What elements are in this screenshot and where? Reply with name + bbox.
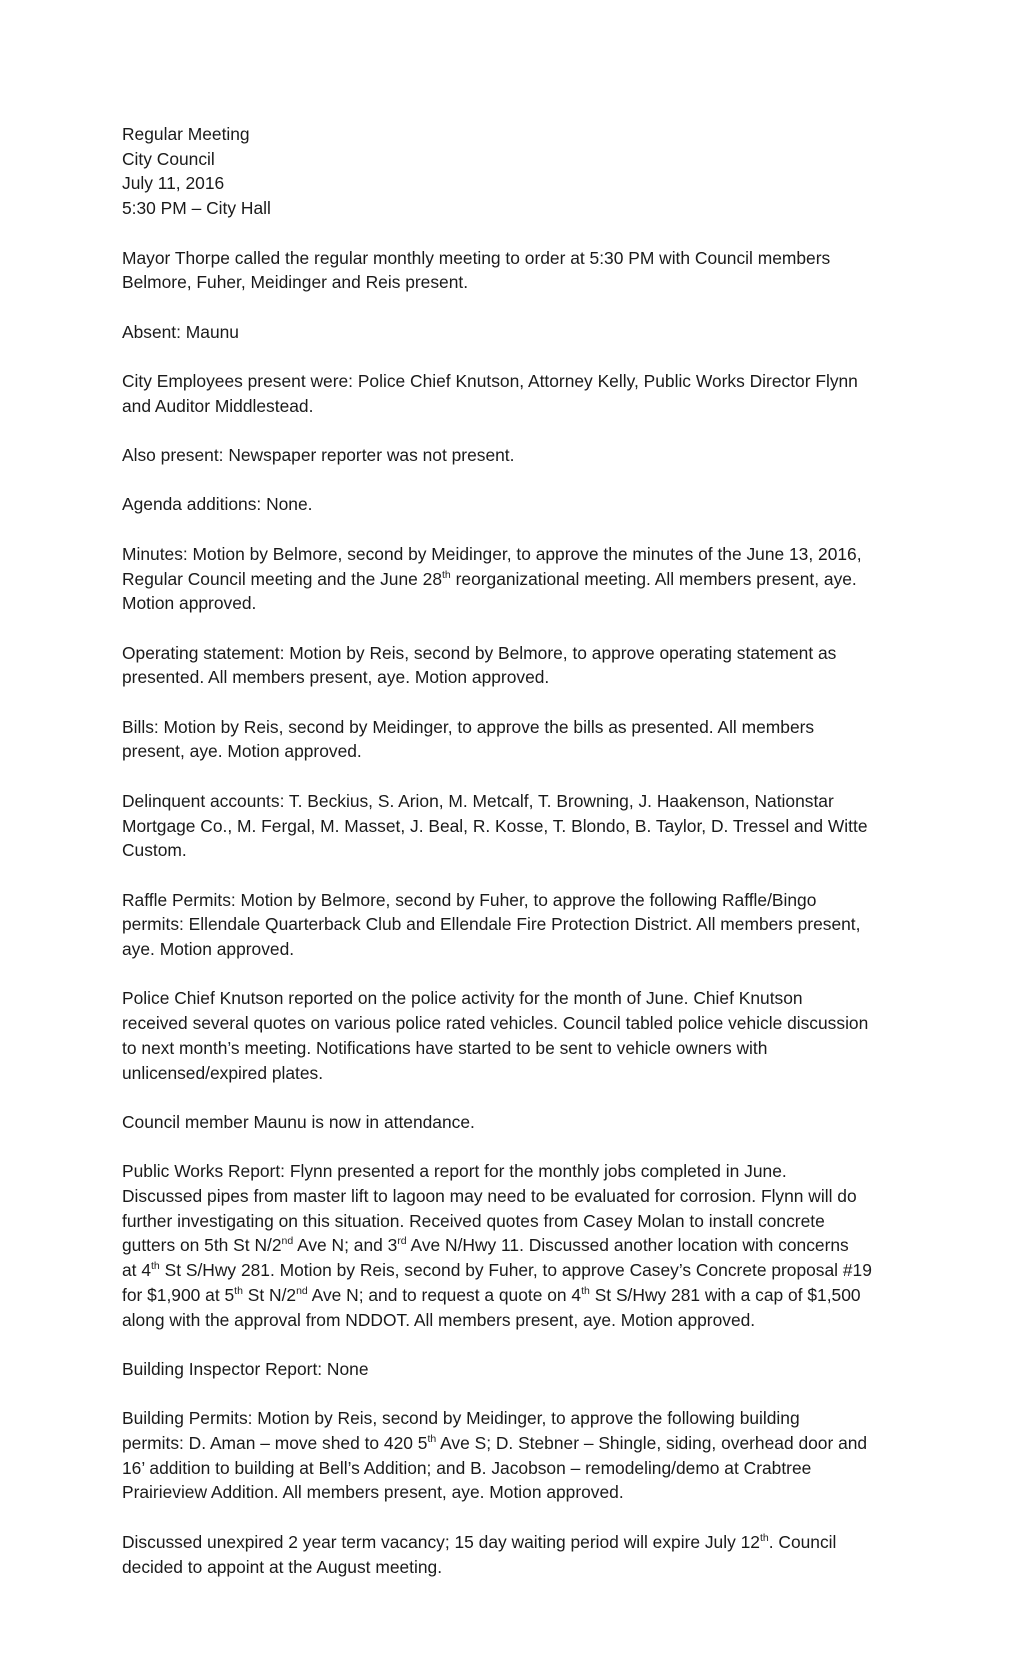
paragraph-line <box>122 320 922 345</box>
ordinal-superscript: th <box>442 568 451 581</box>
text-segment: decided to appoint at the August meeting. <box>122 1556 443 1577</box>
ordinal-superscript: rd <box>397 1235 407 1248</box>
paragraph-line <box>122 1011 922 1036</box>
ordinal-superscript: nd <box>296 1284 308 1297</box>
paragraph-line <box>122 394 922 419</box>
text-segment: Agenda additions: None. <box>122 494 313 515</box>
paragraph-agenda-additions <box>122 492 922 517</box>
text-segment: reorganizational meeting. All members present, aye. <box>450 568 857 589</box>
paragraph-absent <box>122 320 922 345</box>
text-segment: along with the approval from NDDOT. All members present, aye. Motion approved. <box>122 1309 756 1330</box>
text-segment: Raffle Permits: Motion by Belmore, second by Fuher, to approve the following Raffle/Bingo <box>122 889 817 910</box>
text-segment: aye. Motion approved. <box>122 939 295 960</box>
paragraph-line <box>122 369 922 394</box>
text-segment: received several quotes on various police rated vehicles. Council tabled police vehicle discussion <box>122 1013 869 1034</box>
text-segment: Bills: Motion by Reis, second by Meidinger, to approve the bills as presented. All members <box>122 716 815 737</box>
text-segment: Building Inspector Report: None <box>122 1358 369 1379</box>
text-segment: Delinquent accounts: T. Beckius, S. Arion, M. Metcalf, T. Browning, J. Haakenson, Nationstar <box>122 790 834 811</box>
paragraph-bills <box>122 715 922 764</box>
paragraph-line <box>122 912 922 937</box>
text-segment: St N/2 <box>242 1284 297 1305</box>
paragraph-line <box>122 1209 922 1234</box>
paragraph-minutes <box>122 542 922 616</box>
paragraph-line <box>122 641 922 666</box>
paragraph-line <box>122 888 922 913</box>
meeting-body: City Council <box>122 148 215 169</box>
meeting-type: Regular Meeting <box>122 124 250 144</box>
text-segment: . Council <box>768 1531 837 1552</box>
text-segment: to next month’s meeting. Notifications have started to be sent to vehicle owners with <box>122 1037 768 1058</box>
paragraph-line <box>122 1308 922 1333</box>
paragraph-raffle-permits <box>122 888 922 962</box>
text-segment: Also present: Newspaper reporter was not present. <box>122 445 515 466</box>
paragraph-line <box>122 270 922 295</box>
minutes-body <box>122 246 922 1580</box>
text-segment: Ave S; D. Stebner – Shingle, siding, overhead door and <box>436 1433 868 1454</box>
paragraph-line <box>122 986 922 1011</box>
text-segment: St S/Hwy 281. Motion by Reis, second by Fuher, to approve Casey’s Concrete proposal #19 <box>159 1260 872 1281</box>
text-segment: Regular Council meeting and the June 28 <box>122 568 443 589</box>
paragraph-line <box>122 492 922 517</box>
text-segment: further investigating on this situation. Received quotes from Casey Molan to install concrete <box>122 1210 825 1231</box>
text-segment: St S/Hwy 281 with a cap of $1,500 <box>589 1284 861 1305</box>
text-segment: Minutes: Motion by Belmore, second by Meidinger, to approve the minutes of the June 13, 2016, <box>122 543 862 564</box>
text-segment: Operating statement: Motion by Reis, second by Belmore, to approve operating statement as <box>122 642 837 663</box>
paragraph-line <box>122 567 922 592</box>
paragraph-line <box>122 591 922 616</box>
text-segment: Ave N/Hwy 11. Discussed another location with concerns <box>406 1235 849 1256</box>
ordinal-superscript: nd <box>281 1235 294 1248</box>
paragraph-line <box>122 665 922 690</box>
paragraph-line <box>122 1480 922 1505</box>
text-segment: Ave N; and to request a quote on 4 <box>307 1284 582 1305</box>
paragraph-public-works-report <box>122 1159 922 1332</box>
text-segment: presented. All members present, aye. Motion approved. <box>122 667 550 688</box>
paragraph-also-present <box>122 443 922 468</box>
text-segment: Motion approved. <box>122 593 257 614</box>
ordinal-superscript: th <box>581 1284 590 1297</box>
paragraph-line <box>122 789 922 814</box>
text-segment: gutters on 5th St N/2 <box>122 1235 282 1256</box>
text-segment: permits: D. Aman – move shed to 420 5 <box>122 1433 428 1454</box>
paragraph-line <box>122 1357 922 1382</box>
paragraph-maunu-attendance <box>122 1110 922 1135</box>
text-segment: Discussed unexpired 2 year term vacancy; 15 day waiting period will expire July 12 <box>122 1531 760 1552</box>
paragraph-building-permits <box>122 1406 922 1505</box>
text-segment: City Employees present were: Police Chief Knutson, Attorney Kelly, Public Works Director Flynn <box>122 370 858 391</box>
ordinal-superscript: th <box>427 1433 437 1446</box>
paragraph-line <box>122 1283 922 1308</box>
meeting-minutes <box>122 122 922 1579</box>
paragraph-delinquent-accounts <box>122 789 922 863</box>
paragraph-line <box>122 1036 922 1061</box>
paragraph-line <box>122 1406 922 1431</box>
text-segment: present, aye. Motion approved. <box>122 741 362 762</box>
paragraph-operating-statement <box>122 641 922 690</box>
text-segment: Police Chief Knutson reported on the police activity for the month of June. Chief Knutson <box>122 988 803 1009</box>
text-segment: and Auditor Middlestead. <box>122 395 314 416</box>
paragraph-line <box>122 715 922 740</box>
ordinal-superscript: th <box>151 1260 160 1273</box>
meeting-header <box>122 122 922 221</box>
text-segment: Discussed pipes from master lift to lagoon may need to be evaluated for corrosion. Flynn will do <box>122 1186 857 1207</box>
text-segment: for $1,900 at 5 <box>122 1284 235 1305</box>
ordinal-superscript: th <box>759 1531 769 1544</box>
paragraph-line <box>122 1530 922 1555</box>
text-segment: Belmore, Fuher, Meidinger and Reis present. <box>122 272 469 293</box>
paragraph-line <box>122 1159 922 1184</box>
text-segment: Building Permits: Motion by Reis, second by Meidinger, to approve the following building <box>122 1408 800 1429</box>
paragraph-line <box>122 443 922 468</box>
paragraph-line <box>122 1233 922 1258</box>
paragraph-line <box>122 1555 922 1580</box>
paragraph-line <box>122 246 922 271</box>
text-segment: Ave N; and 3 <box>293 1235 398 1256</box>
paragraph-city-employees <box>122 369 922 418</box>
paragraph-line <box>122 1431 922 1456</box>
paragraph-line <box>122 1184 922 1209</box>
text-segment: Council member Maunu is now in attendance. <box>122 1111 475 1132</box>
paragraph-line <box>122 937 922 962</box>
paragraph-term-vacancy <box>122 1530 922 1579</box>
paragraph-line <box>122 739 922 764</box>
paragraph-line <box>122 1110 922 1135</box>
paragraph-line <box>122 814 922 839</box>
paragraph-line <box>122 1456 922 1481</box>
text-segment: at 4 <box>122 1260 152 1281</box>
paragraph-line <box>122 1258 922 1283</box>
text-segment: Custom. <box>122 840 187 861</box>
paragraph-line <box>122 542 922 567</box>
text-segment: Absent: Maunu <box>122 321 239 342</box>
text-segment: Mortgage Co., M. Fergal, M. Masset, J. Beal, R. Kosse, T. Blondo, B. Taylor, D. Tressel and Witte <box>122 815 868 836</box>
text-segment: Public Works Report: Flynn presented a report for the monthly jobs completed in June. <box>122 1161 787 1182</box>
meeting-date: July 11, 2016 <box>122 173 225 194</box>
paragraph-line <box>122 838 922 863</box>
paragraph-call-to-order <box>122 246 922 295</box>
text-segment: unlicensed/expired plates. <box>122 1062 324 1083</box>
paragraph-line <box>122 1061 922 1086</box>
paragraph-building-inspector-report <box>122 1357 922 1382</box>
text-segment: Mayor Thorpe called the regular monthly meeting to order at 5:30 PM with Council members <box>122 247 831 268</box>
text-segment: Prairieview Addition. All members present, aye. Motion approved. <box>122 1482 624 1503</box>
paragraph-police-report <box>122 986 922 1085</box>
meeting-time-location: 5:30 PM – City Hall <box>122 198 271 219</box>
ordinal-superscript: th <box>234 1284 243 1297</box>
text-segment: permits: Ellendale Quarterback Club and Ellendale Fire Protection District. All members present, <box>122 914 861 935</box>
text-segment: 16’ addition to building at Bell’s Addition; and B. Jacobson – remodeling/demo at Crabtree <box>122 1457 812 1478</box>
